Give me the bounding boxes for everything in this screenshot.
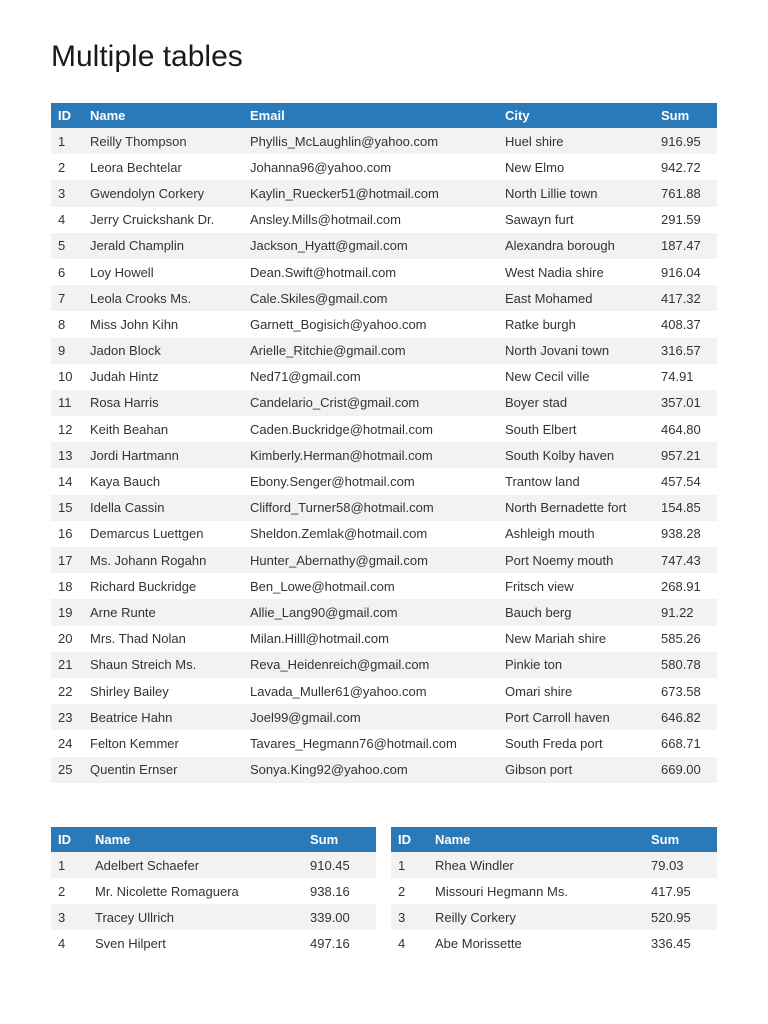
column-header-email[interactable]: Email <box>243 103 498 128</box>
cell-city: Trantow land <box>498 468 654 494</box>
table-row[interactable] <box>391 852 717 878</box>
cell-sum: 74.91 <box>654 364 717 390</box>
cell-city: Omari shire <box>498 678 654 704</box>
column-header-id[interactable]: ID <box>391 827 428 852</box>
cell-name: Reilly Corkery <box>428 904 644 930</box>
cell-name: Shirley Bailey <box>83 678 243 704</box>
cell-city: South Freda port <box>498 730 654 756</box>
cell-sum: 747.43 <box>654 547 717 573</box>
table-row[interactable] <box>51 259 717 285</box>
cell-name: Arne Runte <box>83 599 243 625</box>
cell-sum: 316.57 <box>654 338 717 364</box>
cell-city: New Elmo <box>498 154 654 180</box>
cell-name: Ms. Johann Rogahn <box>83 547 243 573</box>
cell-id: 14 <box>51 468 83 494</box>
table-header-row <box>391 827 717 852</box>
table-row[interactable] <box>51 852 376 878</box>
cell-id: 20 <box>51 626 83 652</box>
cell-id: 16 <box>51 521 83 547</box>
cell-sum: 187.47 <box>654 233 717 259</box>
column-header-sum[interactable]: Sum <box>303 827 376 852</box>
cell-email: Sonya.King92@yahoo.com <box>243 757 498 783</box>
cell-sum: 942.72 <box>654 154 717 180</box>
cell-id: 23 <box>51 704 83 730</box>
column-header-id[interactable]: ID <box>51 827 88 852</box>
cell-id: 1 <box>391 852 428 878</box>
cell-city: South Kolby haven <box>498 442 654 468</box>
cell-email: Caden.Buckridge@hotmail.com <box>243 416 498 442</box>
cell-id: 12 <box>51 416 83 442</box>
cell-id: 15 <box>51 495 83 521</box>
cell-email: Cale.Skiles@gmail.com <box>243 285 498 311</box>
cell-email: Kimberly.Herman@hotmail.com <box>243 442 498 468</box>
cell-email: Reva_Heidenreich@gmail.com <box>243 652 498 678</box>
cell-name: Loy Howell <box>83 259 243 285</box>
cell-name: Shaun Streich Ms. <box>83 652 243 678</box>
cell-id: 3 <box>391 904 428 930</box>
cell-email: Ben_Lowe@hotmail.com <box>243 573 498 599</box>
cell-name: Jerald Champlin <box>83 233 243 259</box>
cell-id: 9 <box>51 338 83 364</box>
table-row[interactable] <box>51 416 717 442</box>
cell-sum: 91.22 <box>654 599 717 625</box>
cell-id: 1 <box>51 128 83 154</box>
cell-sum: 408.37 <box>654 311 717 337</box>
cell-name: Rosa Harris <box>83 390 243 416</box>
cell-sum: 417.95 <box>644 878 717 904</box>
cell-id: 8 <box>51 311 83 337</box>
cell-city: Pinkie ton <box>498 652 654 678</box>
cell-sum: 910.45 <box>303 852 376 878</box>
cell-sum: 916.95 <box>654 128 717 154</box>
cell-id: 5 <box>51 233 83 259</box>
cell-city: West Nadia shire <box>498 259 654 285</box>
cell-sum: 585.26 <box>654 626 717 652</box>
table-row[interactable] <box>51 442 717 468</box>
table-row[interactable] <box>51 626 717 652</box>
cell-city: Alexandra borough <box>498 233 654 259</box>
cell-email: Allie_Lang90@gmail.com <box>243 599 498 625</box>
cell-sum: 916.04 <box>654 259 717 285</box>
cell-sum: 268.91 <box>654 573 717 599</box>
cell-name: Tracey Ullrich <box>88 904 303 930</box>
cell-city: Huel shire <box>498 128 654 154</box>
right-table-body <box>391 852 717 956</box>
cell-sum: 646.82 <box>654 704 717 730</box>
cell-name: Kaya Bauch <box>83 468 243 494</box>
table-row[interactable] <box>51 678 717 704</box>
cell-sum: 457.54 <box>654 468 717 494</box>
cell-city: Bauch berg <box>498 599 654 625</box>
cell-sum: 339.00 <box>303 904 376 930</box>
cell-id: 3 <box>51 180 83 206</box>
column-header-city[interactable]: City <box>498 103 654 128</box>
table-row[interactable] <box>51 390 717 416</box>
cell-id: 2 <box>51 878 88 904</box>
cell-name: Quentin Ernser <box>83 757 243 783</box>
cell-sum: 668.71 <box>654 730 717 756</box>
cell-name: Abe Morissette <box>428 930 644 956</box>
column-header-name[interactable]: Name <box>88 827 303 852</box>
cell-city: North Lillie town <box>498 180 654 206</box>
cell-sum: 673.58 <box>654 678 717 704</box>
cell-name: Adelbert Schaefer <box>88 852 303 878</box>
table-row[interactable] <box>51 704 717 730</box>
column-header-sum[interactable]: Sum <box>654 103 717 128</box>
column-header-sum[interactable]: Sum <box>644 827 717 852</box>
cell-name: Richard Buckridge <box>83 573 243 599</box>
table-row[interactable] <box>51 930 376 956</box>
table-row[interactable] <box>51 547 717 573</box>
cell-id: 18 <box>51 573 83 599</box>
cell-email: Lavada_Muller61@yahoo.com <box>243 678 498 704</box>
cell-name: Gwendolyn Corkery <box>83 180 243 206</box>
table-row[interactable] <box>51 154 717 180</box>
cell-id: 2 <box>51 154 83 180</box>
table-row[interactable] <box>51 468 717 494</box>
cell-id: 24 <box>51 730 83 756</box>
cell-sum: 357.01 <box>654 390 717 416</box>
cell-name: Keith Beahan <box>83 416 243 442</box>
table-row[interactable] <box>51 652 717 678</box>
cell-id: 4 <box>391 930 428 956</box>
cell-id: 22 <box>51 678 83 704</box>
table-row[interactable] <box>51 521 717 547</box>
cell-sum: 497.16 <box>303 930 376 956</box>
left-table-body <box>51 852 376 956</box>
table-row[interactable] <box>51 495 717 521</box>
cell-name: Felton Kemmer <box>83 730 243 756</box>
cell-id: 1 <box>51 852 88 878</box>
column-header-name[interactable]: Name <box>428 827 644 852</box>
cell-email: Tavares_Hegmann76@hotmail.com <box>243 730 498 756</box>
cell-id: 6 <box>51 259 83 285</box>
cell-id: 7 <box>51 285 83 311</box>
cell-id: 13 <box>51 442 83 468</box>
table-row[interactable] <box>51 207 717 233</box>
cell-name: Mrs. Thad Nolan <box>83 626 243 652</box>
cell-city: New Mariah shire <box>498 626 654 652</box>
cell-city: North Bernadette fort <box>498 495 654 521</box>
cell-name: Miss John Kihn <box>83 311 243 337</box>
cell-email: Garnett_Bogisich@yahoo.com <box>243 311 498 337</box>
cell-email: Clifford_Turner58@hotmail.com <box>243 495 498 521</box>
cell-email: Phyllis_McLaughlin@yahoo.com <box>243 128 498 154</box>
cell-email: Kaylin_Ruecker51@hotmail.com <box>243 180 498 206</box>
cell-sum: 669.00 <box>654 757 717 783</box>
column-header-name[interactable]: Name <box>83 103 243 128</box>
cell-email: Arielle_Ritchie@gmail.com <box>243 338 498 364</box>
table-row[interactable] <box>391 904 717 930</box>
table-row[interactable] <box>51 311 717 337</box>
table-row[interactable] <box>51 285 717 311</box>
cell-email: Joel99@gmail.com <box>243 704 498 730</box>
cell-name: Judah Hintz <box>83 364 243 390</box>
cell-city: East Mohamed <box>498 285 654 311</box>
cell-name: Sven Hilpert <box>88 930 303 956</box>
cell-id: 25 <box>51 757 83 783</box>
cell-sum: 520.95 <box>644 904 717 930</box>
main-table-body <box>51 128 717 783</box>
cell-name: Jerry Cruickshank Dr. <box>83 207 243 233</box>
table-row[interactable] <box>391 878 717 904</box>
cell-email: Ebony.Senger@hotmail.com <box>243 468 498 494</box>
column-header-id[interactable]: ID <box>51 103 83 128</box>
cell-id: 11 <box>51 390 83 416</box>
cell-name: Mr. Nicolette Romaguera <box>88 878 303 904</box>
cell-city: Port Noemy mouth <box>498 547 654 573</box>
cell-name: Reilly Thompson <box>83 128 243 154</box>
table-row[interactable] <box>51 233 717 259</box>
cell-sum: 938.16 <box>303 878 376 904</box>
cell-sum: 580.78 <box>654 652 717 678</box>
table-row[interactable] <box>51 904 376 930</box>
cell-name: Leola Crooks Ms. <box>83 285 243 311</box>
cell-sum: 464.80 <box>654 416 717 442</box>
cell-city: Sawayn furt <box>498 207 654 233</box>
cell-city: North Jovani town <box>498 338 654 364</box>
cell-id: 21 <box>51 652 83 678</box>
cell-sum: 336.45 <box>644 930 717 956</box>
cell-sum: 79.03 <box>644 852 717 878</box>
cell-city: Port Carroll haven <box>498 704 654 730</box>
cell-sum: 417.32 <box>654 285 717 311</box>
cell-id: 10 <box>51 364 83 390</box>
cell-email: Johanna96@yahoo.com <box>243 154 498 180</box>
cell-id: 2 <box>391 878 428 904</box>
cell-sum: 291.59 <box>654 207 717 233</box>
cell-id: 17 <box>51 547 83 573</box>
cell-city: South Elbert <box>498 416 654 442</box>
table-row[interactable] <box>51 730 717 756</box>
cell-name: Idella Cassin <box>83 495 243 521</box>
cell-email: Milan.Hilll@hotmail.com <box>243 626 498 652</box>
cell-email: Jackson_Hyatt@gmail.com <box>243 233 498 259</box>
table-row[interactable] <box>51 573 717 599</box>
cell-city: Boyer stad <box>498 390 654 416</box>
page-title: Multiple tables <box>51 40 243 73</box>
cell-name: Demarcus Luettgen <box>83 521 243 547</box>
cell-email: Candelario_Crist@gmail.com <box>243 390 498 416</box>
left-table <box>51 827 376 956</box>
cell-name: Leora Bechtelar <box>83 154 243 180</box>
cell-name: Rhea Windler <box>428 852 644 878</box>
cell-id: 4 <box>51 207 83 233</box>
cell-email: Ansley.Mills@hotmail.com <box>243 207 498 233</box>
cell-name: Jordi Hartmann <box>83 442 243 468</box>
cell-email: Ned71@gmail.com <box>243 364 498 390</box>
cell-sum: 154.85 <box>654 495 717 521</box>
cell-city: Fritsch view <box>498 573 654 599</box>
cell-name: Jadon Block <box>83 338 243 364</box>
cell-city: Ratke burgh <box>498 311 654 337</box>
table-row[interactable] <box>51 757 717 783</box>
cell-email: Sheldon.Zemlak@hotmail.com <box>243 521 498 547</box>
table-row[interactable] <box>51 364 717 390</box>
cell-name: Missouri Hegmann Ms. <box>428 878 644 904</box>
table-row[interactable] <box>51 338 717 364</box>
cell-name: Beatrice Hahn <box>83 704 243 730</box>
table-header-row <box>51 103 717 128</box>
cell-sum: 761.88 <box>654 180 717 206</box>
cell-id: 19 <box>51 599 83 625</box>
table-header-row <box>51 827 376 852</box>
cell-id: 4 <box>51 930 88 956</box>
cell-city: New Cecil ville <box>498 364 654 390</box>
cell-city: Ashleigh mouth <box>498 521 654 547</box>
right-table <box>391 827 717 956</box>
cell-city: Gibson port <box>498 757 654 783</box>
table-row[interactable] <box>51 599 717 625</box>
cell-email: Dean.Swift@hotmail.com <box>243 259 498 285</box>
table-row[interactable] <box>51 128 717 154</box>
cell-sum: 938.28 <box>654 521 717 547</box>
table-row[interactable] <box>391 930 717 956</box>
cell-sum: 957.21 <box>654 442 717 468</box>
main-table <box>51 103 717 783</box>
table-row[interactable] <box>51 180 717 206</box>
cell-email: Hunter_Abernathy@gmail.com <box>243 547 498 573</box>
cell-id: 3 <box>51 904 88 930</box>
table-row[interactable] <box>51 878 376 904</box>
